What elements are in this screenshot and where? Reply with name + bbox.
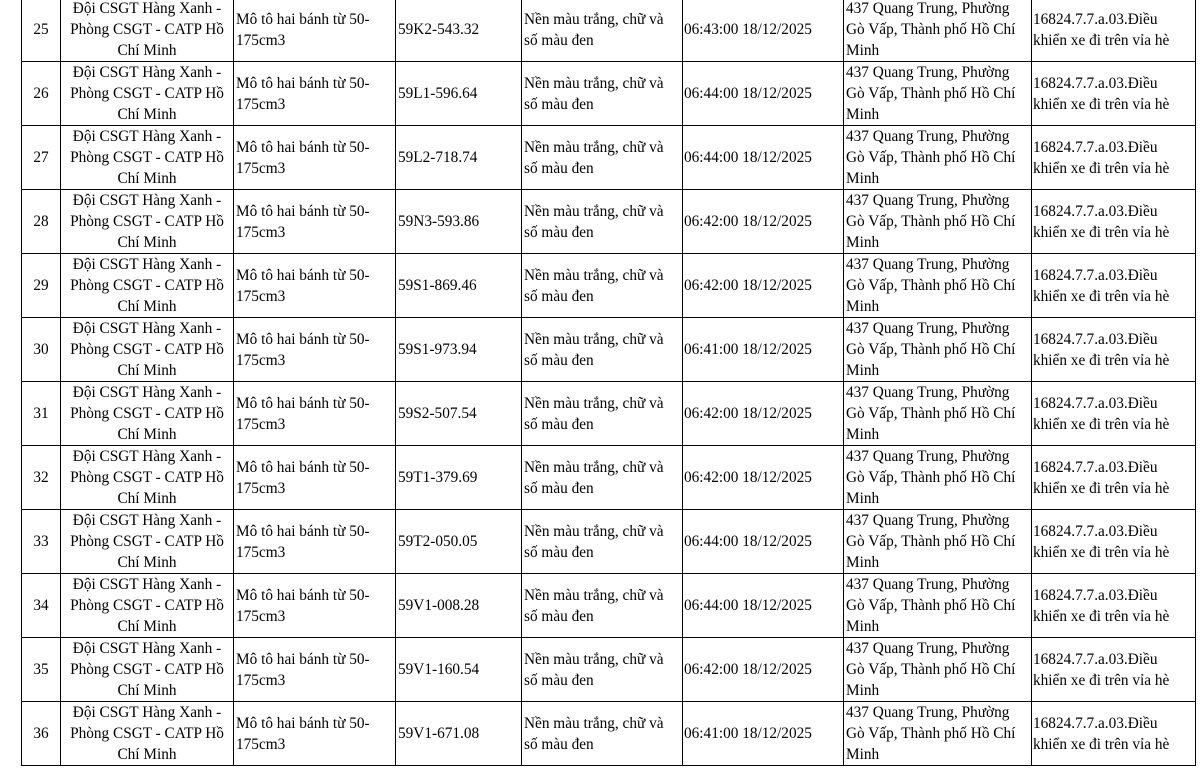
violation-time-cell: 06:42:00 18/12/2025 bbox=[683, 254, 844, 318]
violation-time-cell: 06:42:00 18/12/2025 bbox=[683, 382, 844, 446]
violation-code-cell: 16824.7.7.a.03.Điều khiển xe đi trên vỉa hè bbox=[1032, 574, 1196, 638]
vehicle-type-cell: Mô tô hai bánh từ 50-175cm3 bbox=[234, 382, 396, 446]
license-plate-cell: 59L1-596.64 bbox=[396, 62, 522, 126]
issuing-unit-cell: Đội CSGT Hàng Xanh - Phòng CSGT - CATP Hồ Chí Minh bbox=[61, 446, 234, 510]
row-number: 27 bbox=[22, 126, 61, 190]
violation-place-cell: 437 Quang Trung, Phường Gò Vấp, Thành phố Hồ Chí Minh bbox=[844, 318, 1032, 382]
plate-color-cell: Nền màu trắng, chữ và số màu đen bbox=[522, 638, 683, 702]
plate-color-cell: Nền màu trắng, chữ và số màu đen bbox=[522, 254, 683, 318]
issuing-unit-cell: Đội CSGT Hàng Xanh - Phòng CSGT - CATP Hồ Chí Minh bbox=[61, 62, 234, 126]
vehicle-type-cell: Mô tô hai bánh từ 50-175cm3 bbox=[234, 446, 396, 510]
license-plate-cell: 59V1-160.54 bbox=[396, 638, 522, 702]
issuing-unit-cell: Đội CSGT Hàng Xanh - Phòng CSGT - CATP Hồ Chí Minh bbox=[61, 510, 234, 574]
table-row bbox=[22, 574, 1196, 638]
license-plate-cell: 59T1-379.69 bbox=[396, 446, 522, 510]
table-row bbox=[22, 254, 1196, 318]
violation-code-cell: 16824.7.7.a.03.Điều khiển xe đi trên vỉa hè bbox=[1032, 126, 1196, 190]
issuing-unit-cell: Đội CSGT Hàng Xanh - Phòng CSGT - CATP Hồ Chí Minh bbox=[61, 126, 234, 190]
violation-place-cell: 437 Quang Trung, Phường Gò Vấp, Thành phố Hồ Chí Minh bbox=[844, 702, 1032, 766]
violation-place-cell: 437 Quang Trung, Phường Gò Vấp, Thành phố Hồ Chí Minh bbox=[844, 62, 1032, 126]
row-number: 28 bbox=[22, 190, 61, 254]
row-number: 30 bbox=[22, 318, 61, 382]
table-body bbox=[22, 0, 1196, 766]
violation-code-cell: 16824.7.7.a.03.Điều khiển xe đi trên vỉa hè bbox=[1032, 702, 1196, 766]
license-plate-cell: 59S1-973.94 bbox=[396, 318, 522, 382]
vehicle-type-cell: Mô tô hai bánh từ 50-175cm3 bbox=[234, 0, 396, 62]
violation-time-cell: 06:44:00 18/12/2025 bbox=[683, 126, 844, 190]
plate-color-cell: Nền màu trắng, chữ và số màu đen bbox=[522, 62, 683, 126]
plate-color-cell: Nền màu trắng, chữ và số màu đen bbox=[522, 0, 683, 62]
issuing-unit-cell: Đội CSGT Hàng Xanh - Phòng CSGT - CATP Hồ Chí Minh bbox=[61, 638, 234, 702]
violation-time-cell: 06:42:00 18/12/2025 bbox=[683, 638, 844, 702]
violations-table bbox=[21, 0, 1196, 766]
table-row bbox=[22, 638, 1196, 702]
violation-code-cell: 16824.7.7.a.03.Điều khiển xe đi trên vỉa hè bbox=[1032, 318, 1196, 382]
vehicle-type-cell: Mô tô hai bánh từ 50-175cm3 bbox=[234, 126, 396, 190]
table-row bbox=[22, 126, 1196, 190]
license-plate-cell: 59T2-050.05 bbox=[396, 510, 522, 574]
violation-place-cell: 437 Quang Trung, Phường Gò Vấp, Thành phố Hồ Chí Minh bbox=[844, 126, 1032, 190]
plate-color-cell: Nền màu trắng, chữ và số màu đen bbox=[522, 318, 683, 382]
plate-color-cell: Nền màu trắng, chữ và số màu đen bbox=[522, 190, 683, 254]
table-row bbox=[22, 62, 1196, 126]
plate-color-cell: Nền màu trắng, chữ và số màu đen bbox=[522, 126, 683, 190]
issuing-unit-cell: Đội CSGT Hàng Xanh - Phòng CSGT - CATP Hồ Chí Minh bbox=[61, 318, 234, 382]
violation-time-cell: 06:44:00 18/12/2025 bbox=[683, 510, 844, 574]
plate-color-cell: Nền màu trắng, chữ và số màu đen bbox=[522, 382, 683, 446]
violation-time-cell: 06:41:00 18/12/2025 bbox=[683, 318, 844, 382]
license-plate-cell: 59K2-543.32 bbox=[396, 0, 522, 62]
row-number: 34 bbox=[22, 574, 61, 638]
table-row bbox=[22, 702, 1196, 766]
row-number: 33 bbox=[22, 510, 61, 574]
violation-place-cell: 437 Quang Trung, Phường Gò Vấp, Thành phố Hồ Chí Minh bbox=[844, 0, 1032, 62]
violation-place-cell: 437 Quang Trung, Phường Gò Vấp, Thành phố Hồ Chí Minh bbox=[844, 638, 1032, 702]
license-plate-cell: 59L2-718.74 bbox=[396, 126, 522, 190]
violation-code-cell: 16824.7.7.a.03.Điều khiển xe đi trên vỉa hè bbox=[1032, 0, 1196, 62]
plate-color-cell: Nền màu trắng, chữ và số màu đen bbox=[522, 446, 683, 510]
violation-code-cell: 16824.7.7.a.03.Điều khiển xe đi trên vỉa hè bbox=[1032, 62, 1196, 126]
issuing-unit-cell: Đội CSGT Hàng Xanh - Phòng CSGT - CATP Hồ Chí Minh bbox=[61, 574, 234, 638]
violation-code-cell: 16824.7.7.a.03.Điều khiển xe đi trên vỉa hè bbox=[1032, 638, 1196, 702]
issuing-unit-cell: Đội CSGT Hàng Xanh - Phòng CSGT - CATP Hồ Chí Minh bbox=[61, 0, 234, 62]
license-plate-cell: 59V1-008.28 bbox=[396, 574, 522, 638]
table-row bbox=[22, 510, 1196, 574]
plate-color-cell: Nền màu trắng, chữ và số màu đen bbox=[522, 574, 683, 638]
violation-place-cell: 437 Quang Trung, Phường Gò Vấp, Thành phố Hồ Chí Minh bbox=[844, 382, 1032, 446]
license-plate-cell: 59N3-593.86 bbox=[396, 190, 522, 254]
table-row bbox=[22, 190, 1196, 254]
vehicle-type-cell: Mô tô hai bánh từ 50-175cm3 bbox=[234, 638, 396, 702]
plate-color-cell: Nền màu trắng, chữ và số màu đen bbox=[522, 510, 683, 574]
violation-place-cell: 437 Quang Trung, Phường Gò Vấp, Thành phố Hồ Chí Minh bbox=[844, 574, 1032, 638]
row-number: 35 bbox=[22, 638, 61, 702]
issuing-unit-cell: Đội CSGT Hàng Xanh - Phòng CSGT - CATP Hồ Chí Minh bbox=[61, 382, 234, 446]
vehicle-type-cell: Mô tô hai bánh từ 50-175cm3 bbox=[234, 254, 396, 318]
table-row bbox=[22, 318, 1196, 382]
issuing-unit-cell: Đội CSGT Hàng Xanh - Phòng CSGT - CATP Hồ Chí Minh bbox=[61, 254, 234, 318]
issuing-unit-cell: Đội CSGT Hàng Xanh - Phòng CSGT - CATP Hồ Chí Minh bbox=[61, 190, 234, 254]
violation-code-cell: 16824.7.7.a.03.Điều khiển xe đi trên vỉa hè bbox=[1032, 510, 1196, 574]
vehicle-type-cell: Mô tô hai bánh từ 50-175cm3 bbox=[234, 190, 396, 254]
vehicle-type-cell: Mô tô hai bánh từ 50-175cm3 bbox=[234, 702, 396, 766]
violation-code-cell: 16824.7.7.a.03.Điều khiển xe đi trên vỉa hè bbox=[1032, 382, 1196, 446]
violation-code-cell: 16824.7.7.a.03.Điều khiển xe đi trên vỉa hè bbox=[1032, 446, 1196, 510]
violation-code-cell: 16824.7.7.a.03.Điều khiển xe đi trên vỉa hè bbox=[1032, 190, 1196, 254]
vehicle-type-cell: Mô tô hai bánh từ 50-175cm3 bbox=[234, 574, 396, 638]
violation-place-cell: 437 Quang Trung, Phường Gò Vấp, Thành phố Hồ Chí Minh bbox=[844, 190, 1032, 254]
violation-time-cell: 06:41:00 18/12/2025 bbox=[683, 702, 844, 766]
row-number: 29 bbox=[22, 254, 61, 318]
row-number: 25 bbox=[22, 0, 61, 62]
plate-color-cell: Nền màu trắng, chữ và số màu đen bbox=[522, 702, 683, 766]
vehicle-type-cell: Mô tô hai bánh từ 50-175cm3 bbox=[234, 318, 396, 382]
license-plate-cell: 59V1-671.08 bbox=[396, 702, 522, 766]
violation-time-cell: 06:44:00 18/12/2025 bbox=[683, 574, 844, 638]
row-number: 31 bbox=[22, 382, 61, 446]
violation-place-cell: 437 Quang Trung, Phường Gò Vấp, Thành phố Hồ Chí Minh bbox=[844, 510, 1032, 574]
table-row bbox=[22, 0, 1196, 62]
violation-time-cell: 06:43:00 18/12/2025 bbox=[683, 0, 844, 62]
table-row bbox=[22, 382, 1196, 446]
row-number: 36 bbox=[22, 702, 61, 766]
violation-place-cell: 437 Quang Trung, Phường Gò Vấp, Thành phố Hồ Chí Minh bbox=[844, 446, 1032, 510]
license-plate-cell: 59S2-507.54 bbox=[396, 382, 522, 446]
row-number: 32 bbox=[22, 446, 61, 510]
violation-place-cell: 437 Quang Trung, Phường Gò Vấp, Thành phố Hồ Chí Minh bbox=[844, 254, 1032, 318]
violation-time-cell: 06:42:00 18/12/2025 bbox=[683, 190, 844, 254]
violation-code-cell: 16824.7.7.a.03.Điều khiển xe đi trên vỉa hè bbox=[1032, 254, 1196, 318]
vehicle-type-cell: Mô tô hai bánh từ 50-175cm3 bbox=[234, 510, 396, 574]
issuing-unit-cell: Đội CSGT Hàng Xanh - Phòng CSGT - CATP Hồ Chí Minh bbox=[61, 702, 234, 766]
violation-time-cell: 06:44:00 18/12/2025 bbox=[683, 62, 844, 126]
vehicle-type-cell: Mô tô hai bánh từ 50-175cm3 bbox=[234, 62, 396, 126]
row-number: 26 bbox=[22, 62, 61, 126]
violation-time-cell: 06:42:00 18/12/2025 bbox=[683, 446, 844, 510]
table-row bbox=[22, 446, 1196, 510]
license-plate-cell: 59S1-869.46 bbox=[396, 254, 522, 318]
